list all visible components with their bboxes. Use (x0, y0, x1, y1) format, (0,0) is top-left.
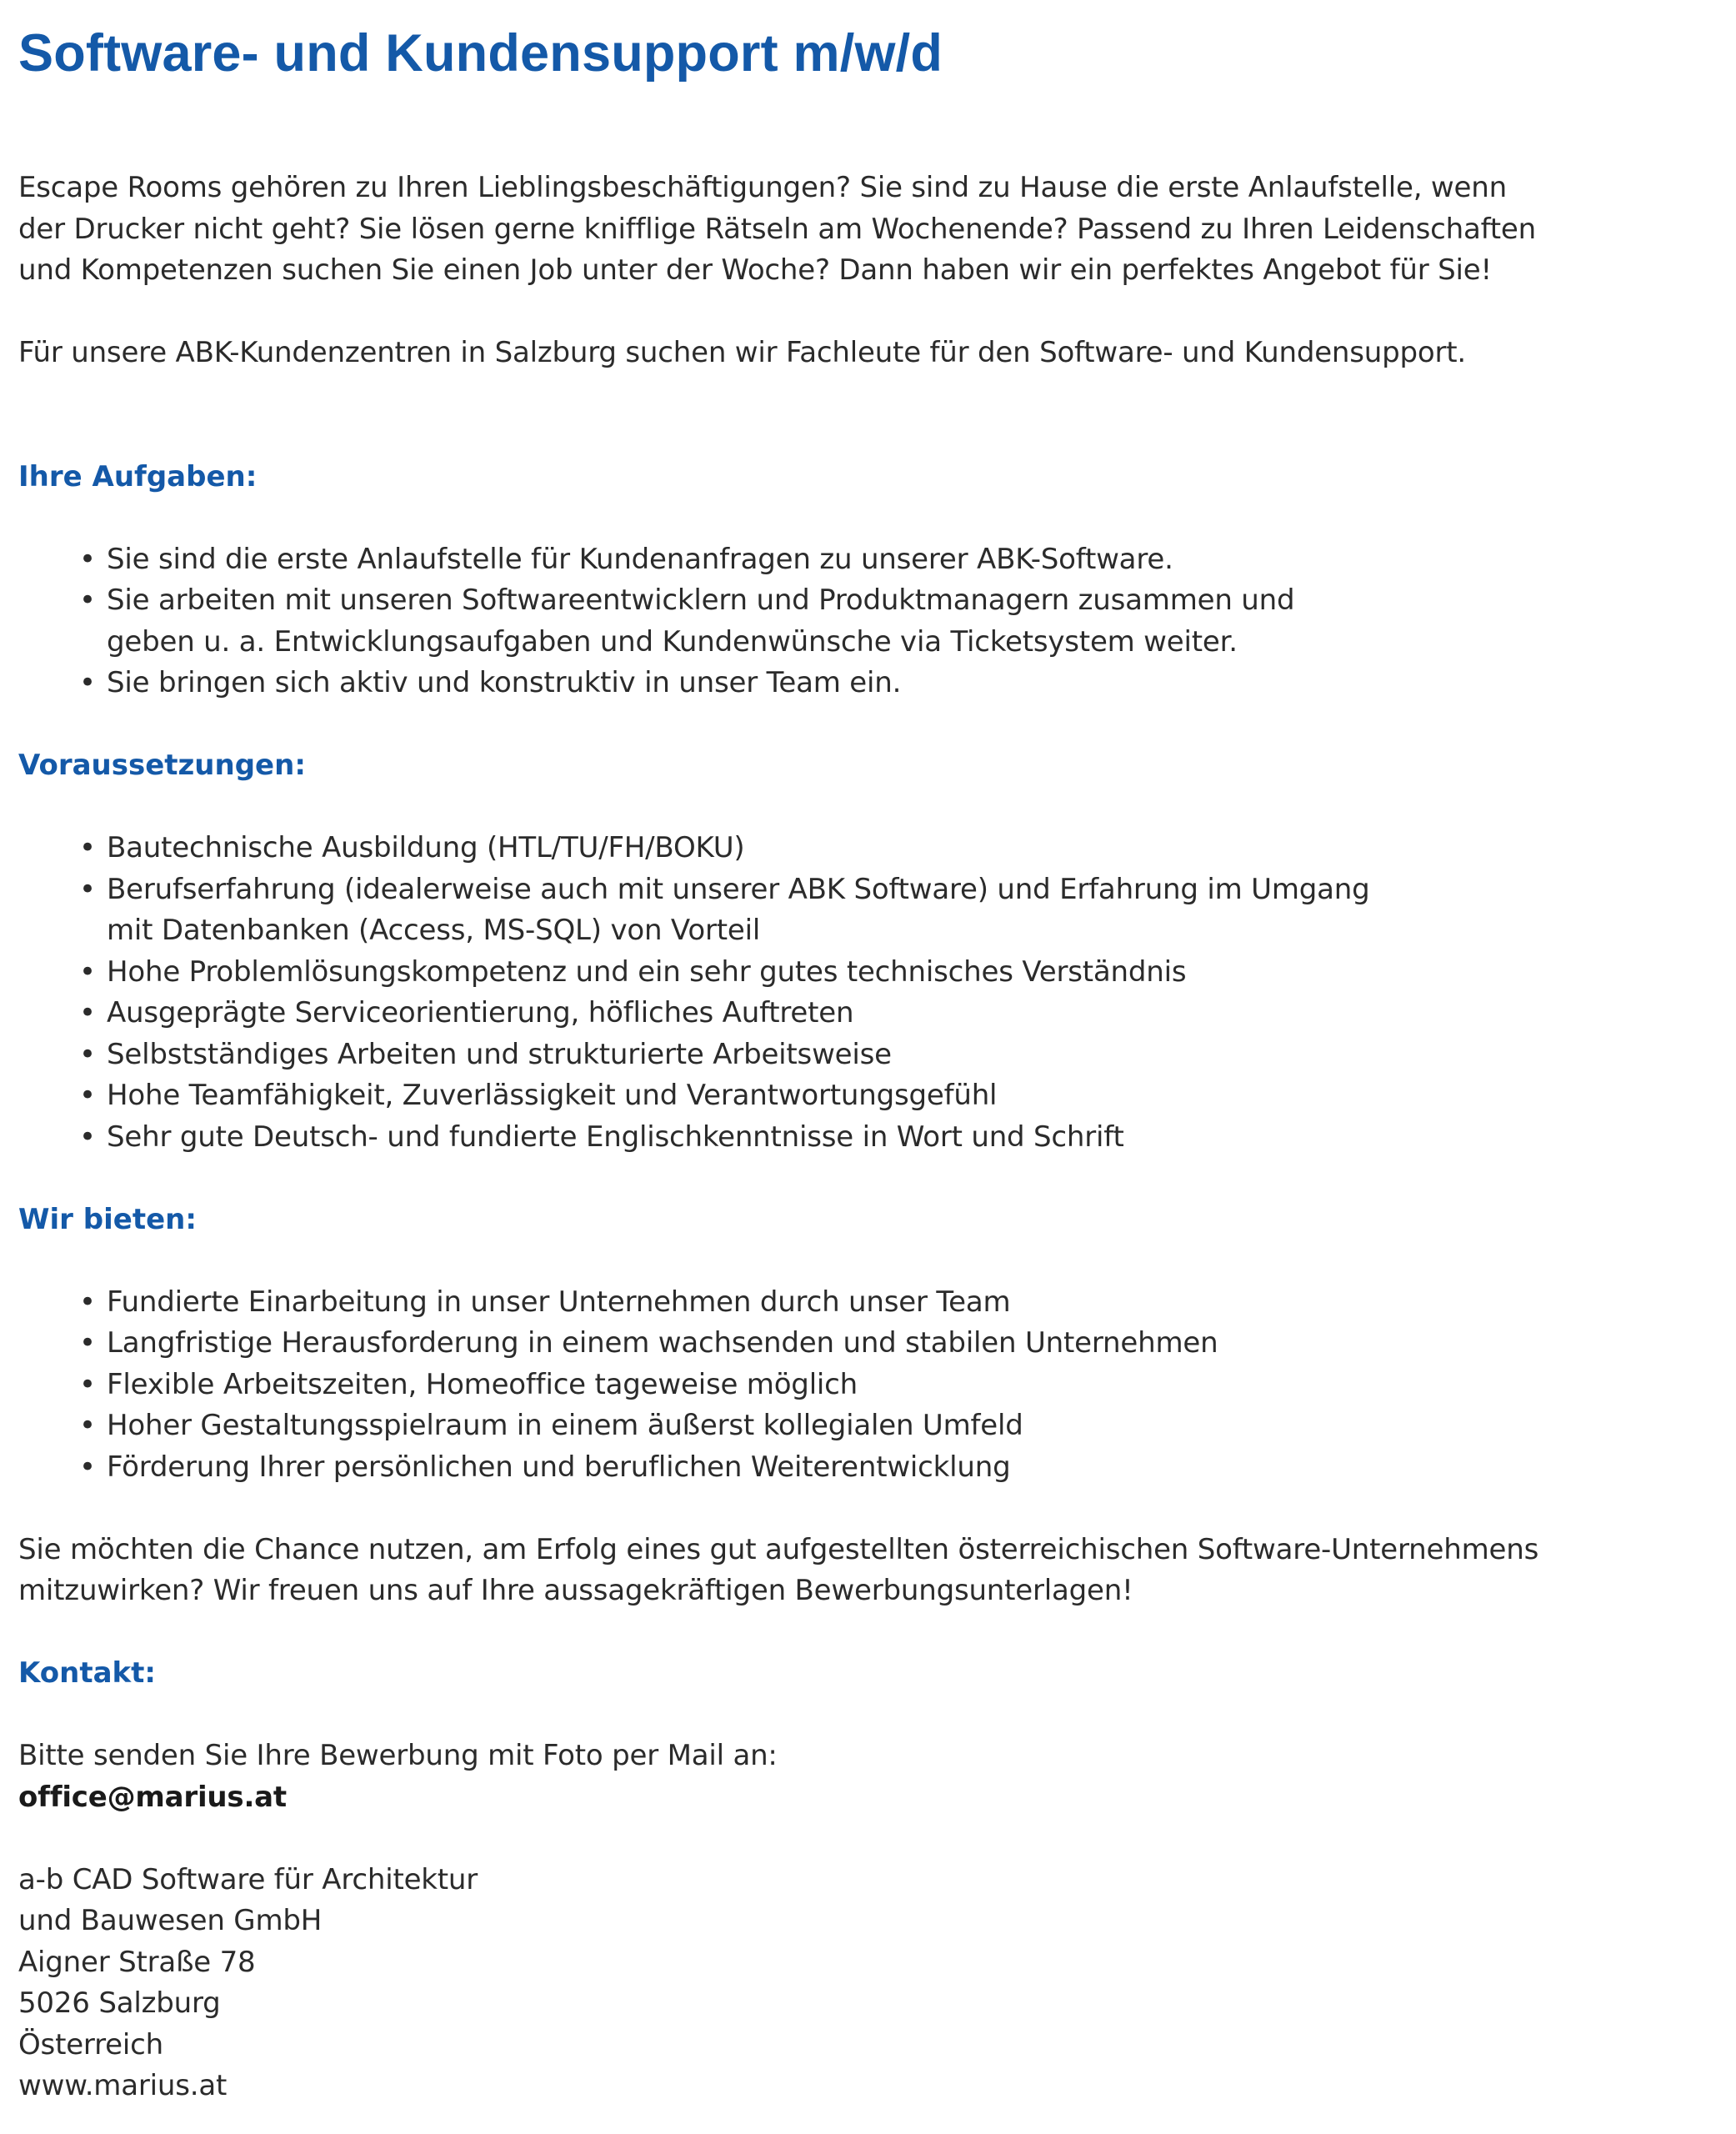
address-line: Aigner Straße 78 (18, 1945, 256, 1979)
bullet-icon: • (79, 872, 96, 906)
section-heading-kontakt: Kontakt: (18, 1656, 156, 1690)
intro-line: und Kompetenzen suchen Sie einen Job unter der Woche? Dann haben wir ein perfektes Angebot für Sie! (18, 253, 1492, 287)
contact-instruction: Bitte senden Sie Ihre Bewerbung mit Foto per Mail an: (18, 1739, 778, 1772)
bullet-icon: • (79, 1037, 96, 1071)
voraussetzungen-list (18, 828, 1719, 1158)
list-item: • Bautechnische Ausbildung (HTL/TU/FH/BOKU) (18, 828, 1719, 869)
section-heading-voraussetzungen: Voraussetzungen: (18, 749, 306, 782)
website-link[interactable]: www.marius.at (18, 2069, 228, 2102)
list-item: • Langfristige Herausforderung in einem wachsenden und stabilen Unternehmen (18, 1323, 1719, 1365)
contact-email-link[interactable]: office@marius.at (18, 1780, 287, 1814)
bullet-icon: • (79, 1326, 96, 1360)
list-item: • Sie bringen sich aktiv und konstruktiv in unser Team ein. (18, 663, 1719, 704)
address-line: 5026 Salzburg (18, 1986, 221, 2020)
list-item: • Hoher Gestaltungsspielraum in einem äußerst kollegialen Umfeld (18, 1405, 1719, 1447)
bullet-icon: • (79, 1120, 96, 1154)
closing-line: mitzuwirken? Wir freuen uns auf Ihre aussagekräftigen Bewerbungsunterlagen! (18, 1574, 1133, 1607)
address-line: und Bauwesen GmbH (18, 1904, 323, 1937)
intro-paragraph-2: Für unsere ABK-Kundenzentren in Salzburg suchen wir Fachleute für den Software- und Kundensupport. (18, 336, 1467, 369)
list-item: • Flexible Arbeitszeiten, Homeoffice tageweise möglich (18, 1365, 1719, 1406)
contact-block (18, 1736, 1719, 1818)
list-item: • Berufserfahrung (idealerweise auch mit unserer ABK Software) und Erfahrung im Umgang mit Datenbanken (Access, MS-SQL) von Vorteil (18, 869, 1719, 952)
address-line: a-b CAD Software für Architektur (18, 1862, 478, 1896)
list-item: • Hohe Problemlösungskompetenz und ein sehr gutes technisches Verständnis (18, 952, 1719, 994)
bullet-icon: • (79, 954, 96, 989)
section-heading-aufgaben: Ihre Aufgaben: (18, 459, 258, 493)
closing-line: Sie möchten die Chance nutzen, am Erfolg eines gut aufgestellten österreichischen Software-Unternehmens (18, 1532, 1539, 1566)
bullet-icon: • (79, 1367, 96, 1401)
address-line: Österreich (18, 2027, 163, 2061)
intro-line: der Drucker nicht geht? Sie lösen gerne knifflige Rätseln am Wochenende? Passend zu Ihren Leidenschaften (18, 212, 1536, 246)
list-item: • Hohe Teamfähigkeit, Zuverlässigkeit und Verantwortungsgefühl (18, 1075, 1719, 1117)
section-heading-wir-bieten: Wir bieten: (18, 1202, 197, 1236)
list-item: • Förderung Ihrer persönlichen und beruflichen Weiterentwicklung (18, 1447, 1719, 1489)
intro-line: Escape Rooms gehören zu Ihren Lieblingsbeschäftigungen? Sie sind zu Hause die erste Anlaufstelle, wenn (18, 171, 1507, 204)
list-item: • Ausgeprägte Serviceorientierung, höfliches Auftreten (18, 993, 1719, 1034)
list-item: • Sehr gute Deutsch- und fundierte Englischkenntnisse in Wort und Schrift (18, 1117, 1719, 1159)
closing-paragraph (18, 1530, 1719, 1612)
bullet-icon: • (79, 1285, 96, 1319)
aufgaben-list (18, 539, 1719, 704)
list-item: • Sie arbeiten mit unseren Softwareentwicklern und Produktmanagern zusammen und geben u. a. Entwicklungsaufgaben und Kundenwünsche via Ticketsystem weiter. (18, 580, 1719, 663)
bullet-icon: • (79, 1450, 96, 1484)
intro-paragraph-1 (18, 168, 1719, 292)
list-item: • Sie sind die erste Anlaufstelle für Kundenanfragen zu unserer ABK-Software. (18, 539, 1719, 581)
bullet-icon: • (79, 831, 96, 864)
company-address (18, 1860, 1719, 2107)
list-item: • Fundierte Einarbeitung in unser Unternehmen durch unser Team (18, 1282, 1719, 1324)
bullet-icon: • (79, 996, 96, 1029)
bullet-icon: • (79, 1409, 96, 1442)
bullet-icon: • (79, 1079, 96, 1112)
bullet-icon: • (79, 666, 96, 699)
page-title: Software- und Kundensupport m/w/d (18, 24, 943, 83)
angebot-list (18, 1282, 1719, 1489)
bullet-icon: • (79, 542, 96, 576)
bullet-icon: • (79, 584, 96, 617)
list-item: • Selbstständiges Arbeiten und strukturierte Arbeitsweise (18, 1034, 1719, 1076)
